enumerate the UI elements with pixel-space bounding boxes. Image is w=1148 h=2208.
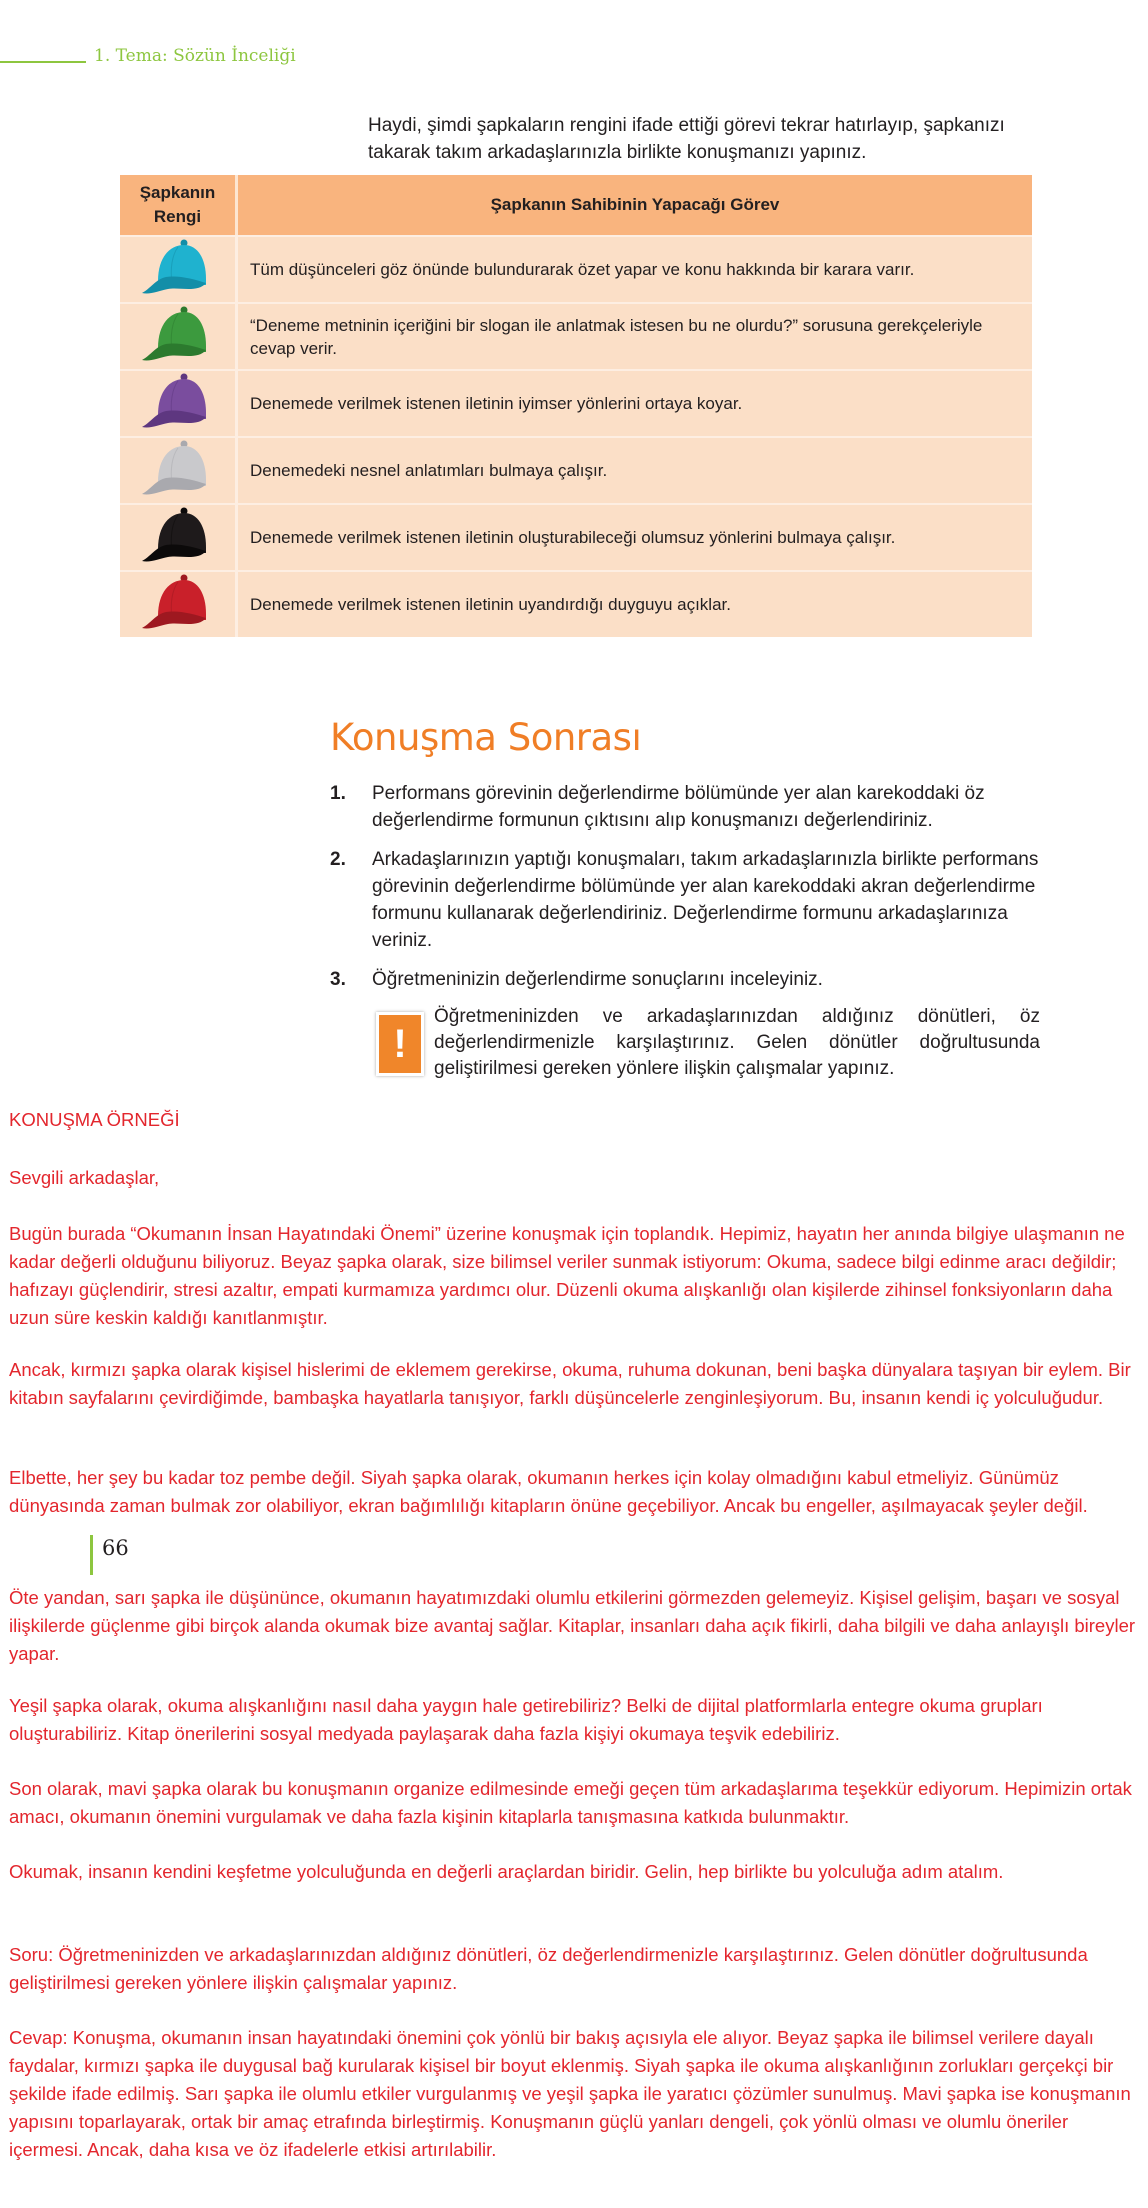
sample-paragraph: Cevap: Konuşma, okumanın insan hayatındaki önemini çok yönlü bir bakış açısıyla ele alıyor. Beyaz şapka ile bilimsel verilere dayalı faydalar, kırmızı şapka ile duygusal bağ kurularak kişisel bir boyut eklenmiş. Siyah şapka ile okuma alışkanlığının zorlukları gerçekçi bir şekilde ifade edilmiş. Sarı şapka ile olumlu etkiler vurgulanmış ve yeşil şapka ile yaratıcı çözümler sunulmuş. Mavi şapka ise konuşmanın yapısını toparlayarak, ortak bir amaç etrafında birleştirmiş. Konuşmanın güçlü yanları dengeli, çok yönlü olması ve olumlu öneriler içermesi. Ancak, daha kısa ve öz ifadelerle etkisi artırılabilir. <box>9 2027 1131 2160</box>
sample-heading: KONUŞMA ÖRNEĞİ <box>9 1109 180 1130</box>
item-number: 2. <box>330 849 346 870</box>
sample-greeting: Sevgili arkadaşlar, <box>9 1167 160 1188</box>
item-text: Arkadaşlarınızın yaptığı konuşmaları, takım arkadaşlarınızla birlikte performans görevinin değerlendirme bölümünde yer alan karekoddaki akran değerlendirme formunu kullanarak değerlendiriniz. Değerlendirme formunu arkadaşlarınıza veriniz. <box>372 849 1039 951</box>
section-title-post-speech: Konuşma Sonrası <box>330 716 642 759</box>
white-cap-icon <box>138 483 218 502</box>
col-header-line2: Rengi <box>153 207 202 226</box>
table-row <box>120 436 1032 503</box>
red-cap-icon <box>138 617 218 636</box>
header-rule <box>0 61 86 63</box>
col-header-hat-color <box>120 175 238 235</box>
table-row <box>120 503 1032 570</box>
task-cell: “Deneme metninin içeriğini bir slogan ile anlatmak istesen bu ne olurdu?” sorusuna gerekçeleriyle cevap verir. <box>238 302 1032 369</box>
sample-paragraph: Okumak, insanın kendini keşfetme yolculuğunda en değerli araçlardan biridir. Gelin, hep birlikte bu yolculuğa adım atalım. <box>9 1861 1004 1882</box>
sample-paragraph: Soru: Öğretmeninizden ve arkadaşlarınızdan aldığınız dönütleri, öz değerlendirmenizle karşılaştırınız. Gelen dönütler doğrultusunda geliştirilmesi gereken yönlere ilişkin çalışmalar yapınız. <box>9 1944 1088 1993</box>
table-row <box>120 369 1032 436</box>
hat-cell <box>120 235 238 302</box>
hat-cell <box>120 436 238 503</box>
purple-cap-icon <box>138 416 218 435</box>
hat-task-table <box>120 175 1032 637</box>
hat-cell <box>120 369 238 436</box>
item-number: 1. <box>330 783 346 804</box>
theme-title: 1. Tema: Sözün İnceliği <box>94 46 296 66</box>
hat-cell <box>120 503 238 570</box>
sample-paragraph: Öte yandan, sarı şapka ile düşününce, okumanın hayatımızdaki olumlu etkilerini görmezden gelemeyiz. Kişisel gelişim, başarı ve sosyal ilişkilerde güçlenme gibi birçok alanda okumak bize avantaj sağlar. Kitaplar, insanları daha açık fikirli, daha bilgili ve daha anlayışlı bireyler yapar. <box>9 1587 1136 1664</box>
green-cap-icon <box>138 349 218 368</box>
task-cell: Tüm düşünceleri göz önünde bulundurarak özet yapar ve konu hakkında bir karara varır. <box>238 235 1032 302</box>
table-row <box>120 235 1032 302</box>
sample-paragraph: Bugün burada “Okumanın İnsan Hayatındaki Önemi” üzerine konuşmak için toplandık. Hepimiz, hayatın her anında bilgiye ulaşmanın ne kadar değerli olduğunu biliyoruz. Beyaz şapka olarak, size bilimsel veriler sunmak istiyorum: Okuma, sadece bilgi edinme aracı değildir; hafızayı güçlendirir, stresi azaltır, empati kurmamıza yardımcı olur. Düzenli okuma alışkanlığı olan kişilerde zihinsel fonksiyonların daha uzun süre keskin kaldığı kanıtlanmıştır. <box>9 1223 1125 1328</box>
item-number: 3. <box>330 969 346 990</box>
table-row <box>120 302 1032 369</box>
item-text: Öğretmeninizin değerlendirme sonuçlarını inceleyiniz. <box>372 969 823 990</box>
note-text: Öğretmeninizden ve arkadaşlarınızdan aldığınız dönütleri, öz değerlendirmenizle karşılaştırınız. Gelen dönütler doğrultusunda geliştirilmesi gereken yönlere ilişkin çalışmalar yapınız. <box>434 1006 1040 1079</box>
black-cap-icon <box>138 550 218 569</box>
table-row <box>120 570 1032 637</box>
task-cell: Denemede verilmek istenen iletinin iyimser yönlerini ortaya koyar. <box>238 369 1032 436</box>
hat-cell <box>120 570 238 637</box>
sample-paragraph: Yeşil şapka olarak, okuma alışkanlığını nasıl daha yaygın hale getirebiliriz? Belki de dijital platformlarla entegre okuma grupları oluşturabiliriz. Kitap önerilerini sosyal medyada paylaşarak daha fazla kişiyi okumaya teşvik edebiliriz. <box>9 1695 1043 1744</box>
col-header-task: Şapkanın Sahibinin Yapacağı Görev <box>238 175 1032 235</box>
sample-paragraph: Son olarak, mavi şapka olarak bu konuşmanın organize edilmesinde emeği geçen tüm arkadaşlarıma teşekkür ediyorum. Hepimizin ortak amacı, okumanın önemini vurgulamak ve daha fazla kişinin kitaplarla tanışmasına katkıda bulunmaktır. <box>9 1778 1132 1827</box>
page-number-rule <box>90 1535 93 1575</box>
list-item <box>330 846 1040 954</box>
blue-cap-icon <box>138 282 218 301</box>
sample-paragraph: Elbette, her şey bu kadar toz pembe değil. Siyah şapka olarak, okumanın herkes için kolay olmadığını kabul etmeliyiz. Günümüz dünyasında zaman bulmak zor olabiliyor, ekran bağımlılığı kitapların önüne geçebiliyor. Ancak bu engeller, aşılmayacak şeyler değil. <box>9 1467 1088 1516</box>
task-cell: Denemede verilmek istenen iletinin uyandırdığı duyguyu açıklar. <box>238 570 1032 637</box>
post-speech-list <box>330 780 1040 1005</box>
hat-cell <box>120 302 238 369</box>
task-cell: Denemede verilmek istenen iletinin oluşturabileceği olumsuz yönlerini bulmaya çalışır. <box>238 503 1032 570</box>
sample-paragraph: Ancak, kırmızı şapka olarak kişisel hislerimi de eklemem gerekirse, okuma, ruhuma dokunan, beni başka dünyalara taşıyan bir eylem. Bir kitabın sayfalarını çevirdiğimde, bambaşka hayatlarla tanışıyor, farklı düşüncelerle zenginleşiyorum. Bu, insanın kendi iç yolculuğudur. <box>9 1359 1131 1408</box>
page-number: 66 <box>102 1536 129 1560</box>
list-item <box>330 780 1040 834</box>
task-cell: Denemedeki nesnel anlatımları bulmaya çalışır. <box>238 436 1032 503</box>
list-item <box>330 966 1040 993</box>
col-header-line1: Şapkanın <box>139 183 216 202</box>
exclamation-icon: ! <box>376 1012 424 1076</box>
intro-instruction: Haydi, şimdi şapkaların rengini ifade ettiği görevi tekrar hatırlayıp, şapkanızı takarak takım arkadaşlarınızla birlikte konuşmanızı yapınız. <box>368 115 1005 163</box>
item-text: Performans görevinin değerlendirme bölümünde yer alan karekoddaki öz değerlendirme formunun çıktısını alıp konuşmanızı değerlendiriniz. <box>372 783 985 831</box>
